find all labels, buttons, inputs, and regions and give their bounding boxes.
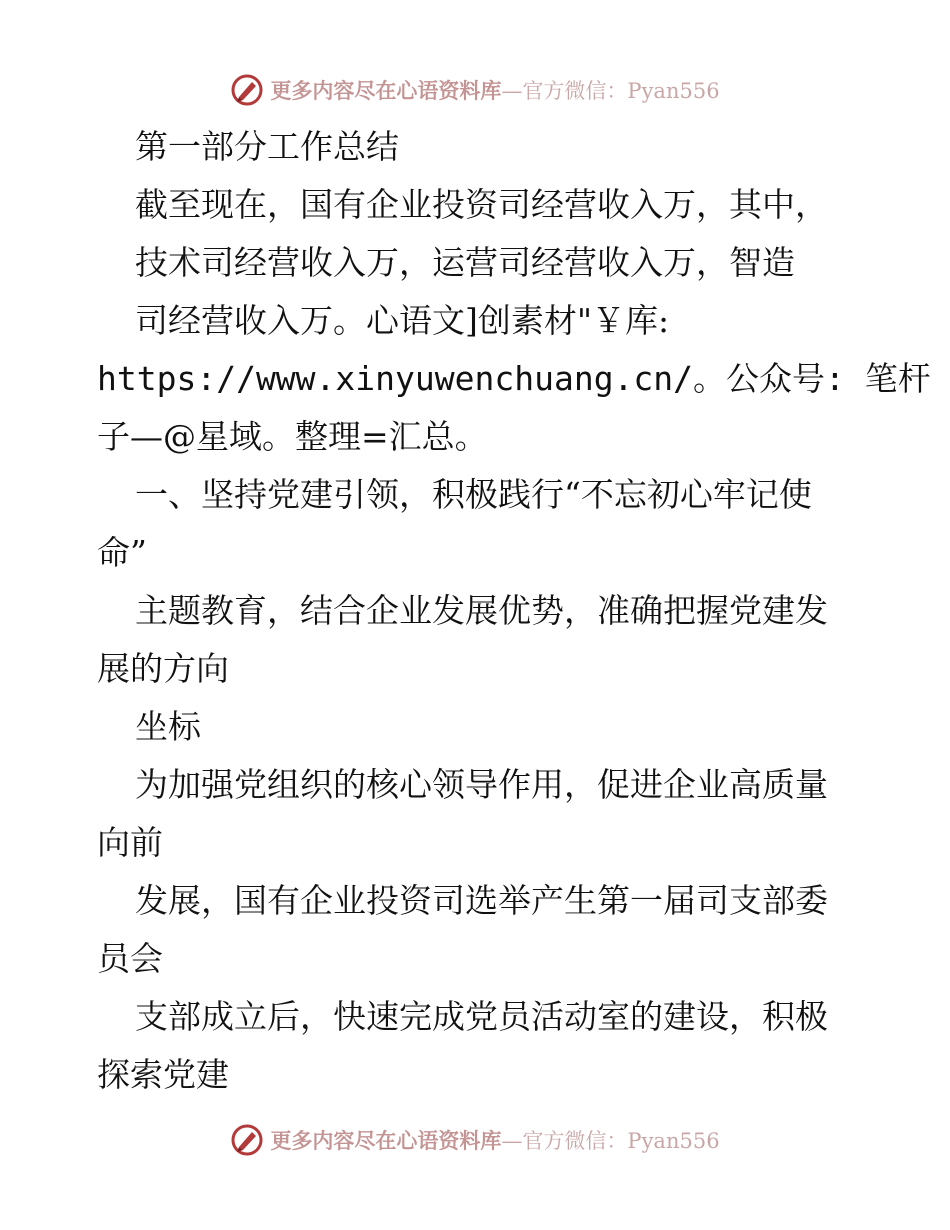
pen-logo-icon [230,1123,264,1157]
paragraph-line: 展的方向 [97,649,229,688]
footer-banner [0,1120,950,1160]
paragraph-line: 子—@星域。整理=汇总。 [97,417,488,456]
header-banner [0,70,950,110]
header-banner-main: 更多内容尽在心语资料库 [270,78,502,103]
header-banner-sep: — [501,79,523,103]
pen-logo-icon [230,73,264,107]
paragraph-line: 支部成立后，快速完成党员活动室的建设，积极 [135,997,828,1036]
subheading-line: 一、坚持党建引领，积极践行“不忘初心牢记使 [135,475,812,514]
header-banner-text [270,75,719,105]
paragraph-line: 为加强党组织的核心领导作用，促进企业高质量 [135,765,828,804]
paragraph-line: 探索党建 [97,1055,229,1094]
paragraph-line: 向前 [97,823,163,862]
paragraph-line: 命” [97,533,147,572]
paragraph-line: 截至现在，国有企业投资司经营收入万，其中， [135,185,828,224]
paragraph-line: 主题教育，结合企业发展优势，准确把握党建发 [135,591,828,630]
paragraph-line: 司经营收入万。心语文]创素材"￥库: [135,301,670,340]
footer-banner-wechat: 官方微信：Pyan556 [522,1129,720,1153]
footer-banner-text [270,1125,719,1155]
document-body [97,118,931,1104]
paragraph-line: 发展，国有企业投资司选举产生第一届司支部委 [135,881,828,920]
paragraph-line: 坐标 [135,707,201,746]
footer-banner-sep: — [501,1129,523,1153]
paragraph-line: 员会 [97,939,163,978]
paragraph-line-url: https://www.xinyuwenchuang.cn/。公众号: 笔杆 [97,359,931,398]
header-banner-wechat: 官方微信：Pyan556 [522,79,720,103]
section-heading: 第一部分工作总结 [135,127,399,166]
paragraph-line: 技术司经营收入万，运营司经营收入万，智造 [135,243,795,282]
footer-banner-main: 更多内容尽在心语资料库 [270,1128,502,1153]
